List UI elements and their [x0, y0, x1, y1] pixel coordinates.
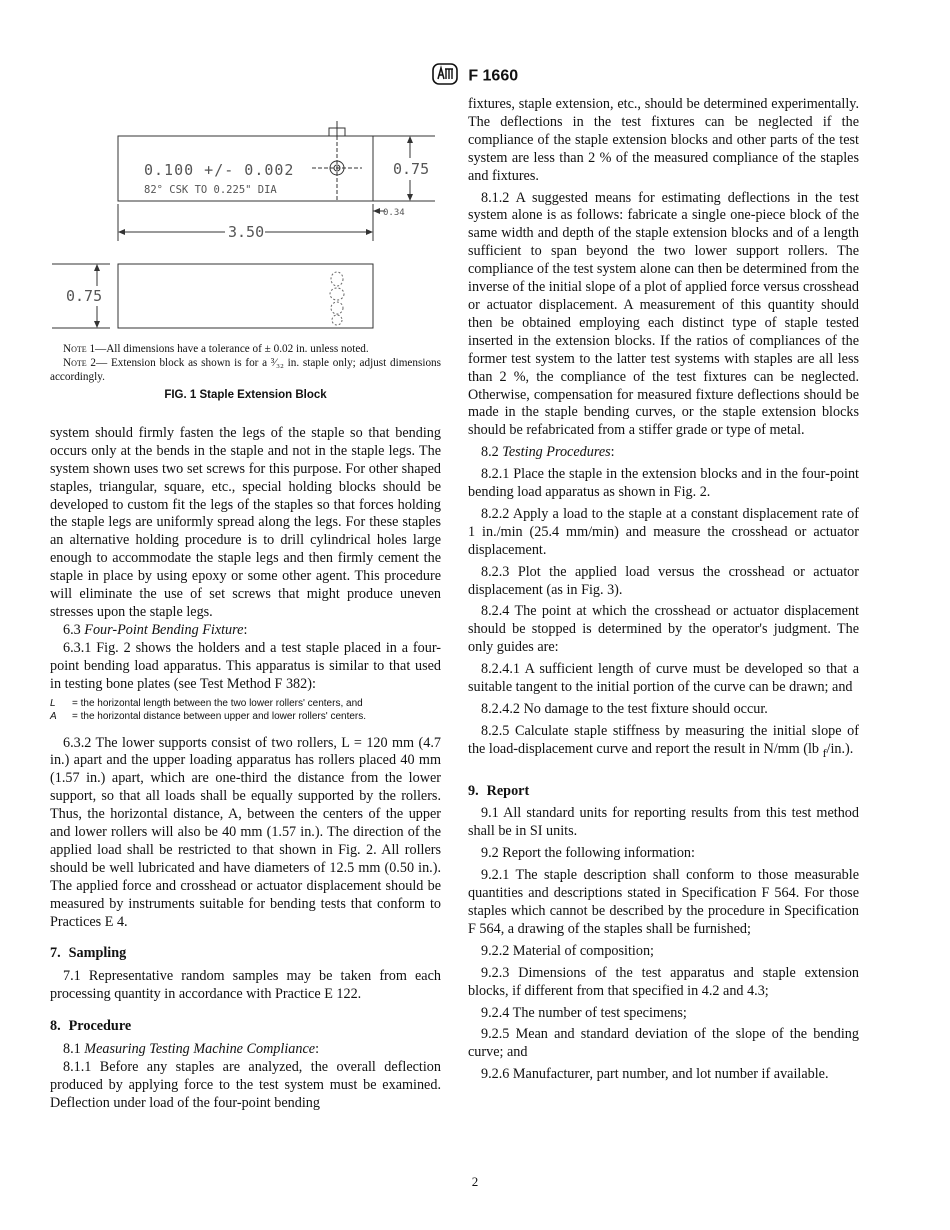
- figure-1-drawing: [50, 96, 441, 342]
- paragraph-9-2-3: 9.2.3 Dimensions of the test apparatus and staple extension blocks, if different from that specified in 4.2 and 4.3;: [468, 964, 859, 999]
- paragraph-7-1: 7.1 Representative random samples may be taken from each processing quantity in accordance with Practice E 122.: [50, 968, 441, 1003]
- paragraph-8-2-5: 8.2.5 Calculate staple stiffness by measuring the initial slope of the load-displacement curve and report the result in N/mm (lb $_f$/in.).: [468, 722, 859, 760]
- paragraph-9-2-6: 9.2.6 Manufacturer, part number, and lot number if available.: [481, 1066, 829, 1083]
- figure-notes: [50, 342, 441, 384]
- paragraph-8-2-4: 8.2.4 The point at which the crosshead or actuator displacement should be stopped is determined by the operator's judgment. The only guides are:: [468, 603, 859, 656]
- paragraph-8-1-1: 8.1.1 Before any staples are analyzed, the overall deflection produced by applying force to the test system must be examined. Deflection under load of the four-point bending: [50, 1059, 441, 1111]
- subsection-8-2: 8.2 Testing Procedures:: [481, 444, 615, 461]
- paragraph-6-3-1: 6.3.1 Fig. 2 shows the holders and a test staple placed in a four-point bending load apparatus. This apparatus is similar to that used in testing bone plates (see Test Method F 382):: [50, 639, 441, 692]
- paragraph-8-2-1: 8.2.1 Place the staple in the extension blocks and in the four-point bending load apparatus as shown in Fig. 2.: [468, 466, 859, 501]
- paragraph-8-2-4-1: 8.2.4.1 A sufficient length of curve must be developed so that a suitable tangent to the initial portion of the curve can be drawn; and: [468, 661, 859, 696]
- definitions-list: [50, 697, 441, 723]
- paragraph-8-1-1-cont: fixtures, staple extension, etc., should be determined experimentally. The deflections in the test fixtures can be neglected if the compliance of the staple extension blocks and other parts of the test system are less than 2 % of the measured compliance of the staples and fixtures.: [468, 96, 859, 184]
- dim-height-bottom-text: 0.75: [66, 287, 103, 305]
- figure-note-1: Note 1—All dimensions have a tolerance of ± 0.02 in. unless noted.: [63, 343, 369, 355]
- subsection-6-3: 6.3 Four-Point Bending Fixture:: [63, 621, 248, 638]
- paragraph-9-2-4: 9.2.4 The number of test specimens;: [481, 1004, 687, 1021]
- paragraph-9-2: 9.2 Report the following information:: [481, 845, 695, 862]
- section-7-heading: 7. Sampling: [50, 945, 127, 962]
- left-column: [50, 96, 441, 1113]
- paragraph-9-2-1: 9.2.1 The staple description shall conform to those measurable quantities and descriptions stated in Specification F 564. For those staples which cannot be described by the procedure in Specification F 564, a drawing of the staples shall be furnished;: [468, 867, 859, 937]
- right-column: [468, 96, 859, 1084]
- paragraph-8-2-2: 8.2.2 Apply a load to the staple at a constant displacement rate of 1 in./min (25.4 mm/min) and measure the crosshead or actuator displacement.: [468, 505, 859, 558]
- paragraph-8-2-4-2: 8.2.4.2 No damage to the test fixture should occur.: [481, 701, 768, 717]
- definition-A: A = the horizontal distance between upper and lower rollers' centers.: [50, 710, 367, 722]
- document-id: F 1660: [468, 67, 519, 85]
- dim-offset-text: 0.34: [383, 208, 405, 218]
- dim-hole-text: 0.100 +/- 0.002: [144, 161, 295, 179]
- section-9-heading: 9. Report: [468, 782, 530, 799]
- dim-length-text: 3.50: [228, 223, 265, 241]
- paragraph-8-1-2: 8.1.2 A suggested means for estimating deflections in the test system alone is as follows: fabricate a single one-piece block of the same width and depth of the staple extension blocks and of a length sufficient to span beyond the two lower support rollers. The compliance of the test system alone can then be determined from the inverse of the initial slope of a plot of applied force versus crosshead or actuator displacement. A measurement of this quantity should then be obtained employing each distinct type of staple tested inserted in the extension blocks. If the ratios of compliances of the former test system to the latter test systems with staples are all less than 2 %, the compliance of the test fixtures can be neglected. Otherwise, compensation for measured fixture deflections should be made in the staple bending curves, or the staple extension blocks should be refabricated from a stiffer grade or type of metal.: [468, 189, 859, 439]
- definition-L: L = the horizontal length between the two lower rollers' centers, and: [50, 697, 363, 709]
- paragraph-9-2-2: 9.2.2 Material of composition;: [481, 942, 654, 959]
- paragraph-9-1: 9.1 All standard units for reporting results from this test method shall be in SI units.: [468, 805, 859, 840]
- figure-caption: FIG. 1 Staple Extension Block: [164, 389, 327, 401]
- dim-csk-text: 82° CSK TO 0.225" DIA: [144, 184, 277, 196]
- subsection-8-1: 8.1 Measuring Testing Machine Compliance:: [63, 1041, 320, 1058]
- figure-note-2: Note 2— Extension block as shown is for a ³⁄₃₂ in. staple only; adjust dimensions accordingly.: [50, 357, 441, 383]
- page-header: [0, 63, 950, 90]
- paragraph-6-2-cont: system should firmly fasten the legs of the staple so that bending occurs only at the bends in the staple and not in the staple legs. The system shown uses two set screws for this purpose. For other shaped staples, triangular, square, etc., special holding blocks should be developed to custom fit the legs of the staples so that forces holding the staple legs are uniformly spread along the legs. For these staples an alternative holding procedure is to drill cylindrical holes large enough to accommodate the staple legs and then firmly cement the staple in place by using epoxy or some other agent. This procedure will eliminate the use of set screws that might produce uneven stresses upon the staple legs.: [50, 424, 441, 620]
- astm-logo-icon: [432, 63, 458, 90]
- page-number: 2: [471, 1174, 479, 1189]
- dim-height-top-text: 0.75: [393, 160, 430, 178]
- paragraph-6-3-2: 6.3.2 The lower supports consist of two rollers, L = 120 mm (4.7 in.) apart and the upper loading apparatus has rollers placed 40 mm (1.57 in.) apart, which are one-third the distance from the lower support, so that all loads shall be equally supported by the rollers. Thus, the horizontal distance, A, between the centers of the upper and lower rollers will also be 40 mm (1.57 in.). The direction of the applied load shall be restricted to that shown in Fig. 2. All rollers should be well lubricated and have diameters of 12.5 mm (0.50 in.). The applied force and crosshead or actuator displacement should be measured by instruments suitable for bending tests that conform to Practices E 4.: [50, 734, 441, 930]
- paragraph-8-2-3: 8.2.3 Plot the applied load versus the crosshead or actuator displacement (as in Fig. 3).: [468, 563, 859, 598]
- section-8-heading: 8. Procedure: [50, 1018, 132, 1035]
- paragraph-9-2-5: 9.2.5 Mean and standard deviation of the slope of the bending curve; and: [468, 1026, 859, 1061]
